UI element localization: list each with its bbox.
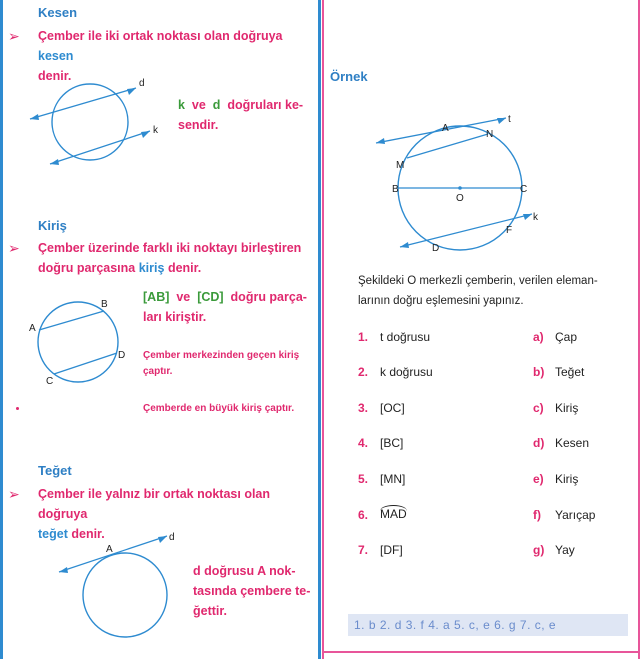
example-figure	[370, 110, 550, 260]
teget-figure	[55, 530, 185, 640]
kiris-note-largest: Çemberde en büyük kiriş çaptır.	[143, 403, 295, 414]
kiris-definition: Çember üzerinde farklı iki noktayı birleştiren doğru parçasına kiriş denir.	[38, 241, 302, 275]
teget-definition: Çember ile yalnız bir ortak noktası olan doğruya teğet denir.	[38, 487, 271, 541]
label-A: A	[29, 323, 36, 334]
kiris-title: Kiriş	[38, 218, 67, 233]
question-row-7: 7. [DF] g) Yay	[358, 543, 575, 557]
answer-key: 1. b 2. d 3. f 4. a 5. c, e 6. g 7. c, e	[348, 614, 628, 636]
bullet-arrow-icon: ➢	[8, 240, 20, 256]
label-D: D	[432, 243, 440, 254]
bullet-arrow-icon: ➢	[8, 28, 20, 44]
label-M: M	[396, 160, 405, 171]
question-row-2: 2. k doğrusu b) Teğet	[358, 365, 585, 379]
arc-mad: MAD	[380, 507, 407, 521]
label-D: D	[118, 350, 126, 361]
teget-side-text: d doğrusu A nok- tasında çembere te- ğettir.	[193, 564, 311, 618]
label-k: k	[533, 212, 538, 223]
kiris-figure	[25, 295, 135, 390]
kesen-side-text: k ve d doğruları ke- sendir.	[178, 98, 304, 132]
question-row-1: 1. t doğrusu a) Çap	[358, 330, 578, 344]
small-dot	[16, 407, 19, 410]
kiris-side-text: [AB] ve [CD] doğru parça- ları kiriştir.	[143, 290, 307, 324]
column-divider-blue	[318, 0, 321, 659]
label-C: C	[520, 184, 528, 195]
label-d: d	[139, 78, 145, 89]
question-row-5: 5. [MN] e) Kiriş	[358, 472, 579, 486]
question-row-4: 4. [BC] d) Kesen	[358, 436, 590, 450]
label-t: t	[508, 114, 511, 125]
label-A: A	[106, 544, 113, 555]
label-N: N	[486, 129, 494, 140]
label-C: C	[46, 376, 54, 387]
example-title: Örnek	[330, 69, 368, 84]
kiris-note-diameter: Çember merkezinden geçen kiriş çaptır.	[143, 350, 300, 377]
example-prompt: Şekildeki O merkezli çemberin, verilen eleman- larının doğru eşlemesini yapınız.	[358, 275, 598, 307]
label-d: d	[169, 532, 175, 543]
teget-title: Teğet	[38, 463, 72, 478]
kesen-definition: Çember ile iki ortak noktası olan doğruya kesen denir.	[38, 29, 283, 83]
bullet-arrow-icon: ➢	[8, 486, 20, 502]
label-B: B	[392, 184, 399, 195]
question-row-3: 3. [OC] c) Kiriş	[358, 401, 579, 415]
column-divider-pink	[322, 0, 324, 659]
label-O: O	[456, 193, 464, 204]
label-B: B	[101, 299, 108, 310]
label-A: A	[442, 123, 449, 134]
kesen-figure	[20, 75, 180, 175]
left-border	[0, 0, 3, 659]
question-row-6: 6. MAD f) Yarıçap	[358, 507, 596, 522]
label-k: k	[153, 125, 158, 136]
bottom-border	[324, 651, 640, 653]
label-F: F	[506, 225, 513, 236]
right-border	[638, 0, 640, 659]
kesen-title: Kesen	[38, 5, 78, 20]
